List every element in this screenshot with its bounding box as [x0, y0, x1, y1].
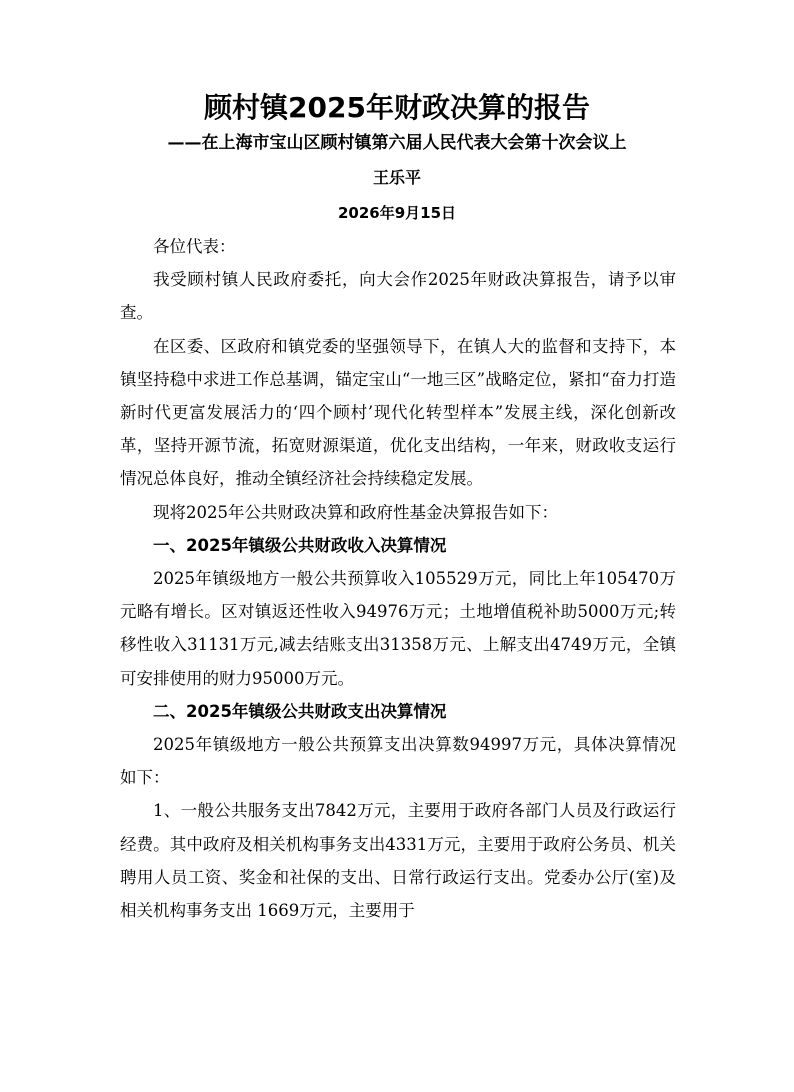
section-heading-expenditure: 二、2025年镇级公共财政支出决算情况	[153, 701, 447, 721]
author-name: 王乐平	[372, 168, 421, 187]
salutation: 各位代表：	[153, 237, 236, 256]
document-subtitle: ——在上海市宝山区顾村镇第六届人民代表大会第十次会议上	[167, 133, 627, 153]
section-heading-revenue: 一、2025年镇级公共财政收入决算情况	[153, 535, 447, 555]
revenue-paragraph: 2025年镇级地方一般公共预算收入105529万元，同比上年105470万元略有增长。区对镇返还性收入94976万元；土地增值税补助5000万元;转移性收入31131万元,减去结账支出31358万元、上解支出4749万元，全镇可安排使用的财力95000万元。	[120, 569, 676, 688]
expenditure-paragraph: 2025年镇级地方一般公共预算支出决算数94997万元，具体决算情况如下：	[120, 735, 676, 788]
document-body	[120, 230, 676, 927]
context-paragraph: 在区委、区政府和镇党委的坚强领导下，在镇人大的监督和支持下，本镇坚持稳中求进工作总基调，锚定宝山“一地三区”战略定位，紧扣“奋力打造新时代更富发展活力的‘四个顾村’现代化转型样本”发展主线，深化创新改革，坚持开源节流，拓宽财源渠道，优化支出结构，一年来，财政收支运行情况总体良好，推动全镇经济社会持续稳定发展。	[120, 336, 676, 489]
document-title: 顾村镇2025年财政决算的报告	[204, 91, 590, 124]
intro-paragraph: 我受顾村镇人民政府委托，向大会作2025年财政决算报告，请予以审查。	[120, 270, 676, 323]
outline-paragraph: 现将2025年公共财政决算和政府性基金决算报告如下：	[153, 502, 558, 522]
report-date: 2026年9月15日	[337, 204, 457, 222]
expenditure-detail-paragraph: 1、一般公共服务支出7842万元，主要用于政府各部门人员及行政运行经费。其中政府及相关机构事务支出4331万元，主要用于政府公务员、机关聘用人员工资、奖金和社保的支出、日常行政运行支出。党委办公厅(室)及相关机构事务支出 1669万元，主要用于	[120, 801, 676, 921]
